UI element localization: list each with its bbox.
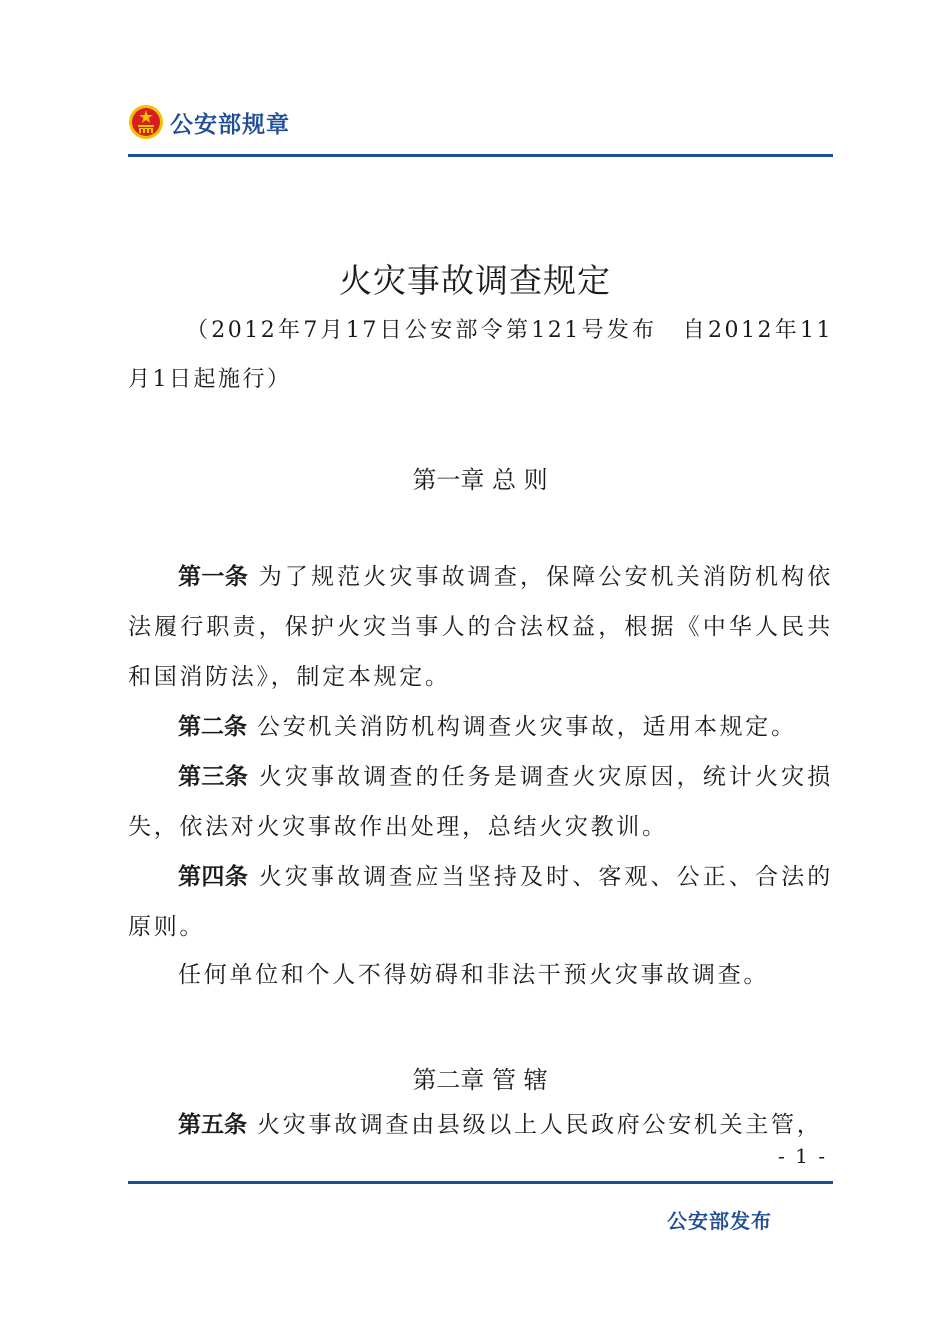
- article-text: 火灾事故调查的任务是调查火灾原因，统计火灾损失，依法对火灾事故作出处理，总结火灾教训。: [128, 764, 834, 840]
- article-paragraph: [128, 752, 833, 852]
- article-text: 任何单位和个人不得妨碍和非法干预火灾事故调查。: [178, 962, 770, 988]
- header-title: 公安部规章: [170, 111, 290, 138]
- article-label: 第三条: [178, 764, 249, 790]
- article-text: 火灾事故调查应当坚持及时、客观、公正、合法的原则。: [128, 864, 834, 940]
- footer-publisher: 公安部发布: [667, 1209, 772, 1233]
- article-label: 第一条: [178, 564, 249, 590]
- page-header: [128, 100, 290, 144]
- article-label: 第五条: [178, 1112, 247, 1138]
- document-subtitle: （2012年7月17日公安部令第121号发布 自2012年11月1日起施行）: [128, 318, 833, 392]
- article-paragraph: [128, 950, 833, 1000]
- page-number: - 1 -: [778, 1144, 827, 1168]
- footer-divider: [128, 1181, 833, 1184]
- article-text: 公安机关消防机构调查火灾事故，适用本规定。: [247, 714, 797, 740]
- article-paragraph: [128, 552, 833, 702]
- chapter-heading: 第一章 总 则: [412, 466, 548, 494]
- national-emblem-icon: [128, 104, 164, 140]
- article-paragraph: [128, 702, 833, 752]
- article-paragraph: [128, 1100, 833, 1150]
- article-label: 第四条: [178, 864, 249, 890]
- article-text: 为了规范火灾事故调查，保障公安机关消防机构依法履行职责，保护火灾当事人的合法权益，根据《中华人民共和国消防法》，制定本规定。: [128, 564, 834, 690]
- article-label: 第二条: [178, 714, 247, 740]
- chapter-heading: 第二章 管 辖: [412, 1066, 548, 1094]
- header-divider: [128, 154, 833, 157]
- article-text: 火灾事故调查由县级以上人民政府公安机关主管，: [247, 1112, 823, 1138]
- article-paragraph: [128, 852, 833, 952]
- document-title: 火灾事故调查规定: [339, 261, 611, 300]
